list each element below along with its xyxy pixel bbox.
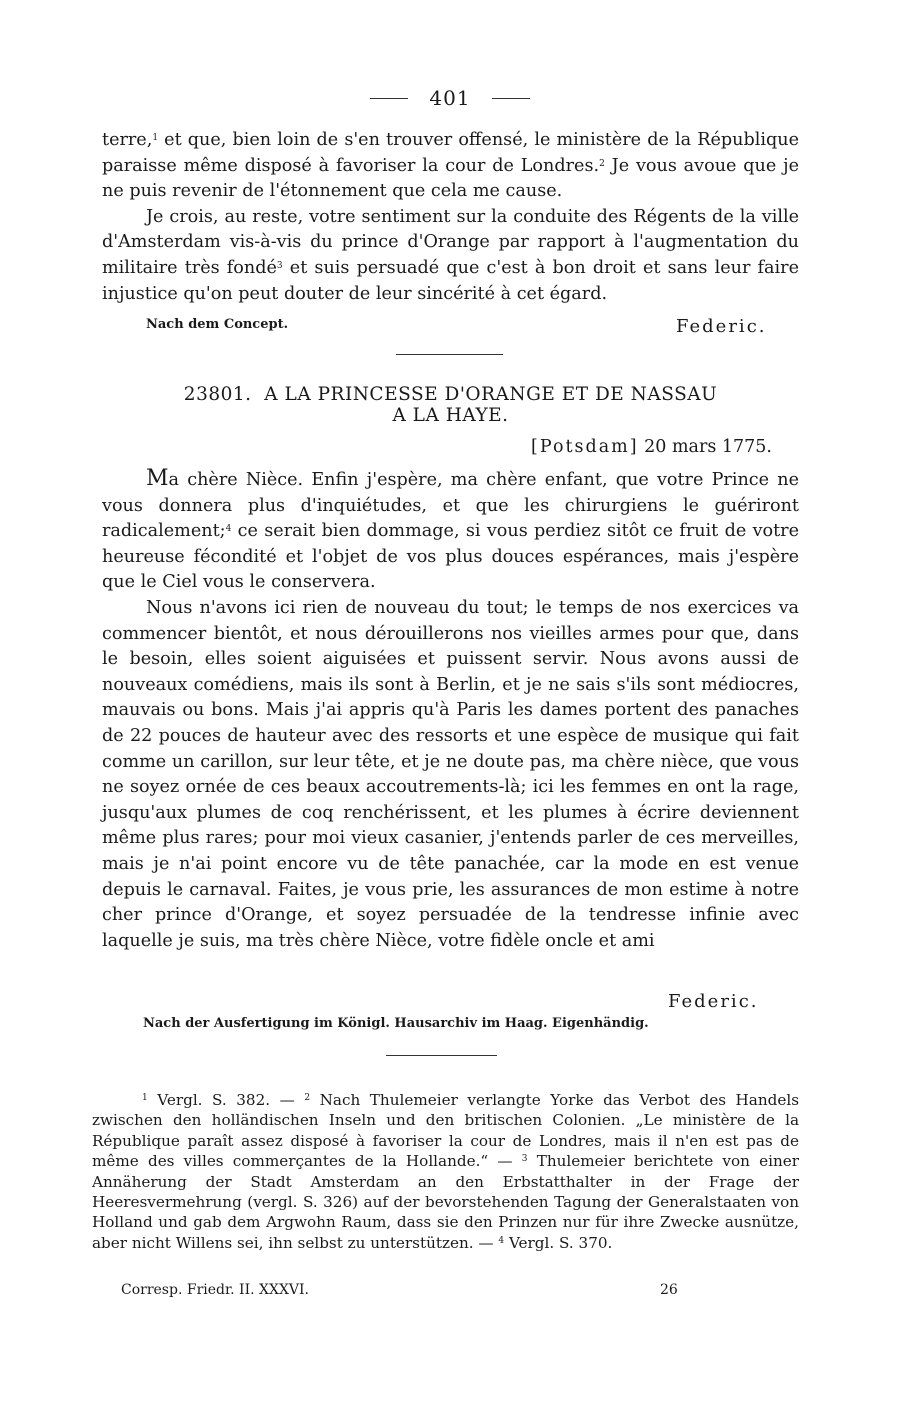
text-span: Je crois, au reste, votre sentiment sur la conduite des Régents de la ville d'Amsterdam vis-à-vis du prince d'Orange par rapport à l'augmentation du militaire très fondé [102, 206, 799, 278]
footnote-number-3: 3 [521, 1154, 528, 1165]
text-span: Je vous avoue que je ne puis revenir de l'étonnement que cela me cause. [102, 155, 800, 202]
previous-letter-body [102, 128, 799, 307]
letter-body [102, 466, 799, 954]
footnotes [92, 1090, 799, 1253]
footnote-ref-2: 2 [599, 158, 605, 169]
footnote-number-4: 4 [498, 1235, 505, 1246]
initial-letter: M [146, 466, 169, 491]
footnote-ref-4: 4 [225, 524, 232, 535]
footnote-ref-3: 3 [276, 260, 283, 271]
text-span: Vergl. S. 370. [504, 1233, 613, 1252]
previous-letter-source: Nach dem Concept. [146, 317, 289, 332]
text-span: Vergl. S. 382. — [147, 1091, 305, 1109]
text-span: et suis persuadé que c'est à bon droit et sans leur faire injustice qu'on peut douter de leur sincérité à cet égard. [102, 257, 799, 304]
letter-signature: Federic. [668, 991, 759, 1012]
text-span: et que, bien loin de s'en trouver offensé, le ministère de la République paraisse même disposé à favoriser la cour de Londres. [102, 130, 799, 176]
text-span: terre, [102, 130, 153, 150]
text-span: Thulemeier berichtete von einer Annäherung der Stadt Amsterdam an den Erbstatthalter in der Frage der Heeresvermehrung (vergl. S. 326) auf der bevorstehenden Tagung der Generalstaaten von Holland und gab dem Argwohn Raum, dass sie den Prinzen nur für ihre Zwecke ausnütze, aber nicht Willens sei, ihn selbst zu unterstützen. — [92, 1152, 799, 1252]
previous-letter-paragraph-2 [102, 205, 799, 307]
letter-place-date [531, 437, 772, 457]
letter-paragraph-2: Nous n'avons ici rien de nouveau du tout; le temps de nos exercices va commencer bientôt, et nous dérouillerons nos vieilles armes pour que, dans le besoin, elles soient aiguisées et puissent servir. Nous avons aussi de nouveaux comédiens, mais ils sont à Berlin, et je ne sais s'ils sont médiocres, mauvais ou bons. Mais j'ai appris qu'à Paris les dames portent des panaches de 22 pouces de hauteur avec des ressorts et une espèce de musique qui fait comme un carillon, sur leur tête, et je ne doute pas, ma chère nièce, que vous ne soyez ornée de ces beaux accoutrements-là; ici les femmes en ont la rage, jusqu'aux plumes de coq renchérissent, et les plumes à écrire deviennent même plus rares; pour moi vieux casanier, j'entends parler de ces merveilles, mais je n'ai point encore vu de tête panachée, car la mode en est venue depuis le carnaval. Faites, je vous prie, les assurances de mon estime à notre cher prince d'Orange, et soyez persuadée de la tendresse infinie avec laquelle je suis, ma très chère Nièce, votre fidèle oncle et ami [102, 597, 799, 951]
previous-letter-paragraph-1 [102, 128, 799, 205]
footnote-text [92, 1090, 799, 1253]
section-divider [396, 354, 503, 355]
letter-number: 23801. [183, 384, 252, 405]
header-dash-left [370, 98, 408, 99]
letter-place: [Potsdam] [531, 437, 639, 457]
previous-letter-signature: Federic. [676, 316, 767, 337]
header-dash-right [492, 98, 530, 99]
letter-heading [102, 384, 799, 426]
letter-heading-line-1 [102, 384, 799, 405]
letter-source: Nach der Ausfertigung im Königl. Hausarchiv im Haag. Eigenhändig. [143, 1016, 649, 1031]
footnote-number-2: 2 [304, 1093, 311, 1103]
footer-sheet-number: 26 [660, 1282, 678, 1298]
text-span: Nach Thulemeier verlangte Yorke das Verbot des Handels zwischen den holländischen Inseln und den britischen Colonien. „Le ministère de la République paraît assez disposé à favoriser la cour de Londres, mais il n'en est pas de même des villes commerçantes de la Hollande.“ — [92, 1091, 800, 1171]
letter-date: 20 mars 1775. [644, 437, 772, 457]
page-number: 401 [429, 86, 471, 110]
letter-title-line-2: A LA HAYE. [392, 405, 509, 426]
footnote-ref-1: 1 [152, 133, 159, 143]
text-span: a chère Nièce. Enfin j'espère, ma chère enfant, que votre Prince ne vous donnera plus d'inquiétudes, et que les chirurgiens le guériront radicalement; [102, 470, 799, 542]
footnote-divider [386, 1055, 497, 1056]
footnote-number-1: 1 [142, 1093, 148, 1103]
text-span: ce serait bien dommage, si vous perdiez sitôt ce fruit de votre heureuse fécondité et l'objet de vos plus douces espérances, mais j'espère que le Ciel vous le conservera. [102, 521, 799, 593]
page-header [0, 86, 900, 110]
letter-paragraph-1 [102, 466, 799, 596]
letter-title-line-1: A LA PRINCESSE D'ORANGE ET DE NASSAU [264, 384, 718, 405]
footer-volume: Corresp. Friedr. II. XXXVI. [121, 1282, 309, 1298]
